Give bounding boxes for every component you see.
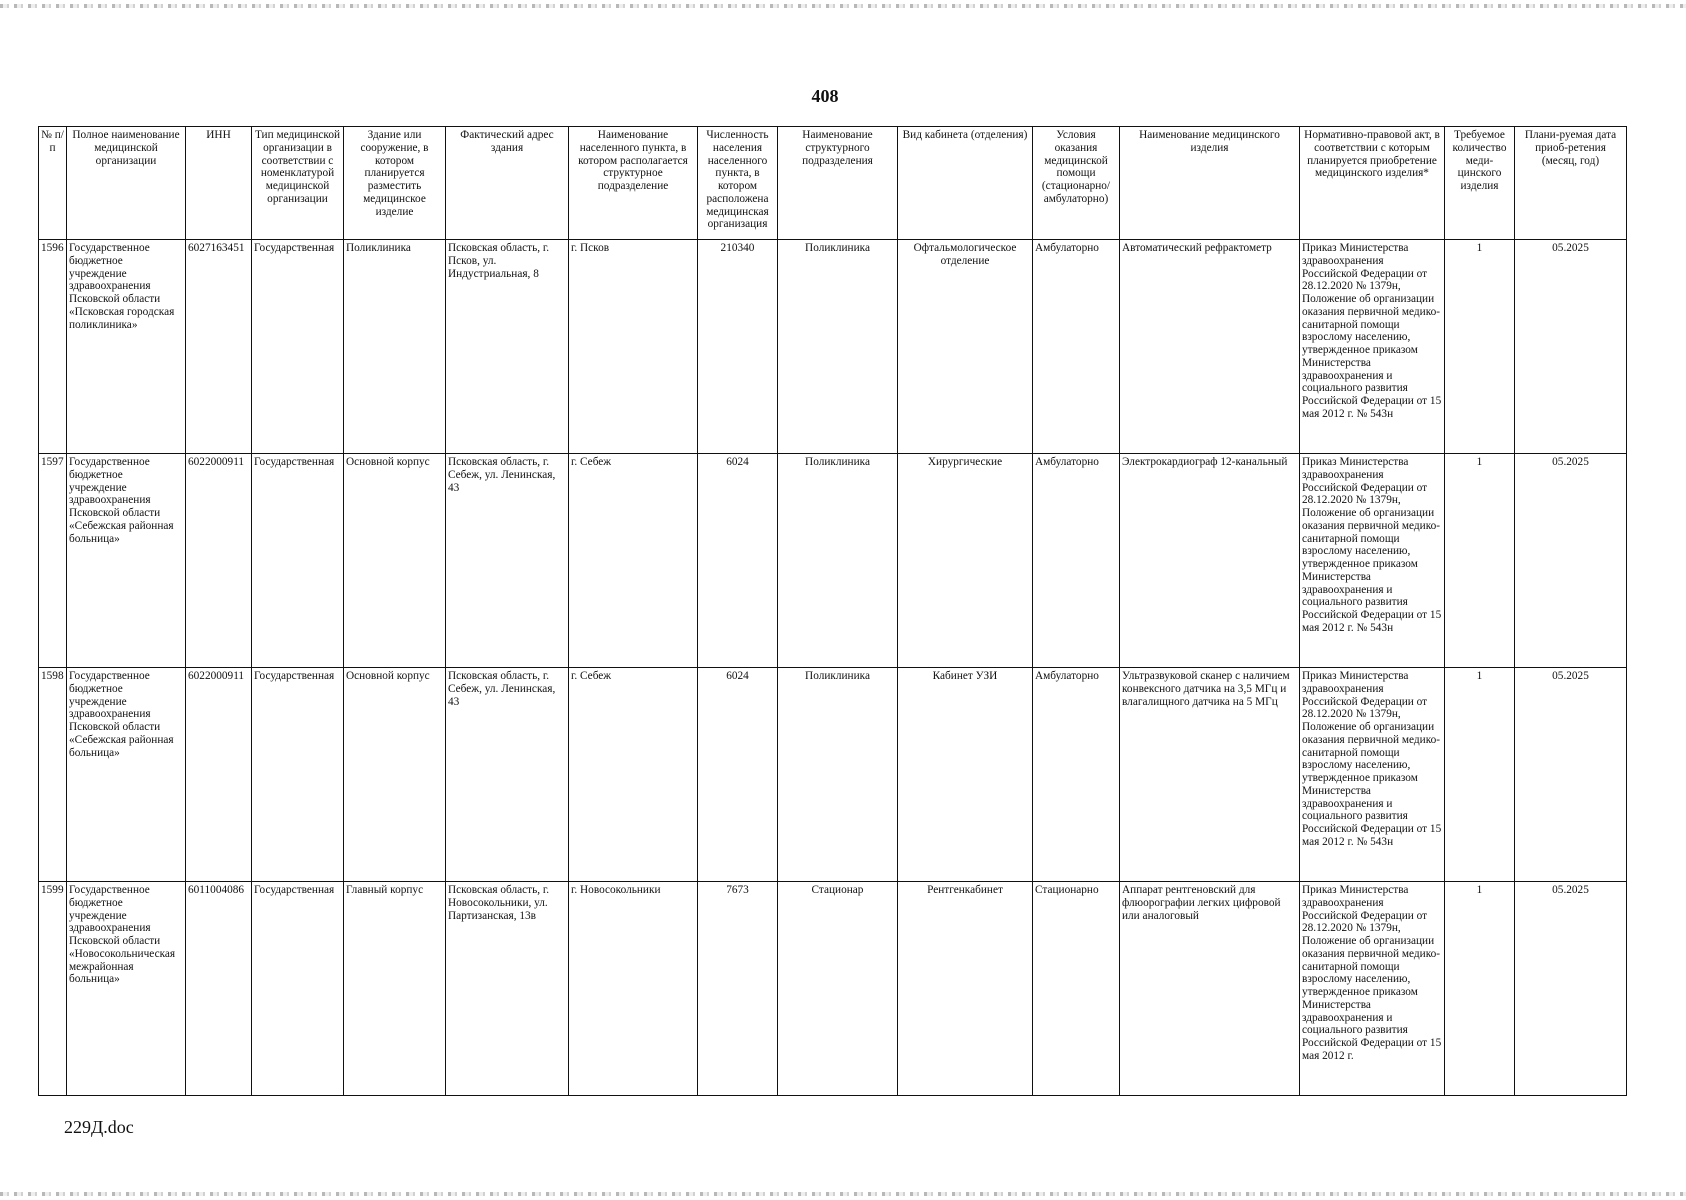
care-conditions-cell: Амбулаторно xyxy=(1033,668,1120,882)
medical-device-cell: Автоматический рефрактометр xyxy=(1120,240,1300,454)
header-cell: Требуемое количество меди-цинского изделия xyxy=(1445,127,1515,240)
subdivision-cell: Поликлиника xyxy=(778,454,898,668)
care-conditions-cell: Амбулаторно xyxy=(1033,454,1120,668)
locality-cell: г. Псков xyxy=(569,240,698,454)
header-cell: Вид кабинета (отделения) xyxy=(898,127,1033,240)
footer-filename: 229Д.doc xyxy=(64,1117,134,1137)
subdivision-cell: Поликлиника xyxy=(778,240,898,454)
building-cell: Поликлиника xyxy=(344,240,446,454)
population-cell: 6024 xyxy=(698,668,778,882)
care-conditions-cell: Стационарно xyxy=(1033,882,1120,1096)
medical-device-cell: Ультразвуковой сканер с наличием конвексного датчика на 3,5 МГц и влагалищного датчика на 5 МГц xyxy=(1120,668,1300,882)
population-cell: 210340 xyxy=(698,240,778,454)
legal-act-cell: Приказ Министерства здравоохранения Российской Федерации от 28.12.2020 № 1379н, Положение об организации оказания первичной медико-санитарной помощи взрослому населению, утвержденное приказом Министерства здравоохранения и социального развития Российской Федерации от 15 мая 2012 г. xyxy=(1300,882,1445,1096)
organization-name-cell: Государственное бюджетное учреждение здравоохранения Псковской области «Новосокольническая межрайонная больница» xyxy=(67,882,186,1096)
legal-act-cell: Приказ Министерства здравоохранения Российской Федерации от 28.12.2020 № 1379н, Положение об организации оказания первичной медико-санитарной помощи взрослому населению, утвержденное приказом Министерства здравоохранения и социального развития Российской Федерации от 15 мая 2012 г. № 543н xyxy=(1300,454,1445,668)
building-cell: Главный корпус xyxy=(344,882,446,1096)
building-cell: Основной корпус xyxy=(344,668,446,882)
row-number-cell: 1596 xyxy=(39,240,67,454)
header-cell: Наименование медицинского изделия xyxy=(1120,127,1300,240)
row-number-cell: 1599 xyxy=(39,882,67,1096)
cabinet-type-cell: Хирургические xyxy=(898,454,1033,668)
quantity-cell: 1 xyxy=(1445,240,1515,454)
inn-cell: 6022000911 xyxy=(186,454,252,668)
header-cell: Здание или сооружение, в котором планируется разместить медицинское изделие xyxy=(344,127,446,240)
population-cell: 6024 xyxy=(698,454,778,668)
address-cell: Псковская область, г. Псков, ул. Индустриальная, 8 xyxy=(446,240,569,454)
medical-device-cell: Электрокардиограф 12-канальный xyxy=(1120,454,1300,668)
header-cell: Плани-руемая дата приоб-ретения (месяц, год) xyxy=(1515,127,1627,240)
legal-act-cell: Приказ Министерства здравоохранения Российской Федерации от 28.12.2020 № 1379н, Положение об организации оказания первичной медико-санитарной помощи взрослому населению, утвержденное приказом Министерства здравоохранения и социального развития Российской Федерации от 15 мая 2012 г. № 543н xyxy=(1300,240,1445,454)
inn-cell: 6022000911 xyxy=(186,668,252,882)
cabinet-type-cell: Офтальмологическое отделение xyxy=(898,240,1033,454)
table-row xyxy=(39,240,1627,454)
header-cell: ИНН xyxy=(186,127,252,240)
organization-type-cell: Государственная xyxy=(252,454,344,668)
quantity-cell: 1 xyxy=(1445,668,1515,882)
scan-edge-bottom xyxy=(0,1192,1686,1196)
organization-type-cell: Государственная xyxy=(252,240,344,454)
organization-name-cell: Государственное бюджетное учреждение здравоохранения Псковской области «Псковская городская поликлиника» xyxy=(67,240,186,454)
header-cell: Фактический адрес здания xyxy=(446,127,569,240)
medical-device-cell: Аппарат рентгеновский для флюорографии легких цифровой или аналоговый xyxy=(1120,882,1300,1096)
header-cell: № п/п xyxy=(39,127,67,240)
population-cell: 7673 xyxy=(698,882,778,1096)
legal-act-cell: Приказ Министерства здравоохранения Российской Федерации от 28.12.2020 № 1379н, Положение об организации оказания первичной медико-санитарной помощи взрослому населению, утвержденное приказом Министерства здравоохранения и социального развития Российской Федерации от 15 мая 2012 г. № 543н xyxy=(1300,668,1445,882)
organization-name-cell: Государственное бюджетное учреждение здравоохранения Псковской области «Себежская районная больница» xyxy=(67,668,186,882)
header-cell: Полное наименование медицинской организации xyxy=(67,127,186,240)
address-cell: Псковская область, г. Новосокольники, ул. Партизанская, 13в xyxy=(446,882,569,1096)
header-cell: Нормативно-правовой акт, в соответствии с которым планируется приобретение медицинского изделия* xyxy=(1300,127,1445,240)
table-header-row xyxy=(39,127,1627,240)
header-cell: Наименование населенного пункта, в котором располагается структурное подразделение xyxy=(569,127,698,240)
planned-date-cell: 05.2025 xyxy=(1515,882,1627,1096)
subdivision-cell: Стационар xyxy=(778,882,898,1096)
row-number-cell: 1598 xyxy=(39,668,67,882)
page-number: 408 xyxy=(811,86,839,106)
planned-date-cell: 05.2025 xyxy=(1515,240,1627,454)
equipment-register-table xyxy=(38,126,1627,1096)
organization-type-cell: Государственная xyxy=(252,882,344,1096)
header-cell: Численность населения населенного пункта, в котором расположена медицинская организация xyxy=(698,127,778,240)
planned-date-cell: 05.2025 xyxy=(1515,668,1627,882)
address-cell: Псковская область, г. Себеж, ул. Ленинская, 43 xyxy=(446,668,569,882)
row-number-cell: 1597 xyxy=(39,454,67,668)
planned-date-cell: 05.2025 xyxy=(1515,454,1627,668)
building-cell: Основной корпус xyxy=(344,454,446,668)
address-cell: Псковская область, г. Себеж, ул. Ленинская, 43 xyxy=(446,454,569,668)
table-row xyxy=(39,668,1627,882)
cabinet-type-cell: Рентгенкабинет xyxy=(898,882,1033,1096)
subdivision-cell: Поликлиника xyxy=(778,668,898,882)
table-row xyxy=(39,454,1627,668)
care-conditions-cell: Амбулаторно xyxy=(1033,240,1120,454)
quantity-cell: 1 xyxy=(1445,882,1515,1096)
header-cell: Наименование структурного подразделения xyxy=(778,127,898,240)
scan-edge-top xyxy=(0,4,1686,8)
quantity-cell: 1 xyxy=(1445,454,1515,668)
inn-cell: 6011004086 xyxy=(186,882,252,1096)
locality-cell: г. Себеж xyxy=(569,454,698,668)
table-row xyxy=(39,882,1627,1096)
organization-type-cell: Государственная xyxy=(252,668,344,882)
cabinet-type-cell: Кабинет УЗИ xyxy=(898,668,1033,882)
header-cell: Тип медицинской организации в соответствии с номенклатурой медицинской организации xyxy=(252,127,344,240)
locality-cell: г. Себеж xyxy=(569,668,698,882)
inn-cell: 6027163451 xyxy=(186,240,252,454)
header-cell: Условия оказания медицинской помощи (стационарно/ амбулаторно) xyxy=(1033,127,1120,240)
organization-name-cell: Государственное бюджетное учреждение здравоохранения Псковской области «Себежская районная больница» xyxy=(67,454,186,668)
locality-cell: г. Новосокольники xyxy=(569,882,698,1096)
